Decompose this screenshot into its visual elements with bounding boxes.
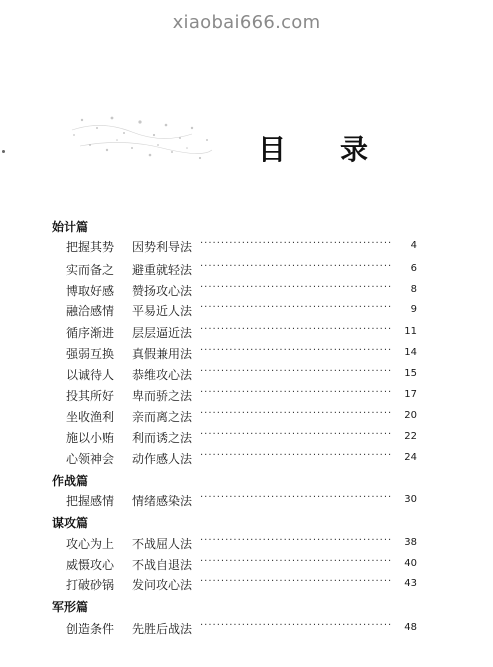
- entry-name: 攻心为上: [66, 537, 115, 551]
- entry-name: 投其所好: [66, 389, 115, 403]
- entry-name: 把握感情: [66, 494, 115, 508]
- entry-method: 不战屈人法: [132, 537, 193, 551]
- section-heading: 谋攻篇: [52, 516, 89, 530]
- toc-entry[interactable]: [0, 576, 493, 592]
- dot-leader: ··············································: [200, 429, 393, 440]
- dot-leader: ··············································: [200, 345, 393, 356]
- toc-entry[interactable]: [0, 450, 493, 466]
- entry-page: 14: [404, 347, 417, 358]
- section-heading: 作战篇: [52, 474, 89, 488]
- entry-page: 22: [404, 431, 417, 442]
- dot-leader: ··············································: [200, 450, 393, 461]
- entry-name: 心领神会: [66, 452, 115, 466]
- dot-leader: ··············································: [200, 535, 393, 546]
- entry-page: 40: [404, 558, 417, 569]
- entry-method: 平易近人法: [132, 304, 193, 318]
- dot-leader: ··············································: [200, 576, 393, 587]
- entry-page: 15: [404, 368, 417, 379]
- dot-leader: ··············································: [200, 408, 393, 419]
- entry-page: 20: [404, 410, 417, 421]
- decorative-ink-smudge: [62, 100, 222, 170]
- dot-leader: ··············································: [200, 620, 393, 631]
- entry-name: 打破砂锅: [66, 578, 115, 592]
- entry-method: 不战自退法: [132, 558, 193, 572]
- section-heading: 军形篇: [52, 600, 89, 614]
- entry-name: 实而备之: [66, 263, 115, 277]
- entry-page: 8: [410, 284, 417, 295]
- toc-entry[interactable]: [0, 429, 493, 445]
- dot-leader: ··············································: [200, 556, 393, 567]
- entry-page: 6: [410, 263, 417, 274]
- entry-page: 30: [404, 494, 417, 505]
- dot-leader: ··············································: [200, 492, 393, 503]
- dot-leader: ··············································: [200, 302, 393, 313]
- entry-method: 情绪感染法: [132, 494, 193, 508]
- entry-method: 真假兼用法: [132, 347, 193, 361]
- title-char-1: 目: [258, 133, 287, 166]
- entry-method: 因势利导法: [132, 240, 193, 254]
- entry-page: 11: [404, 326, 417, 337]
- entry-method: 恭维攻心法: [132, 368, 193, 382]
- watermark-text: xiaobai666.com: [172, 12, 321, 33]
- toc-entry[interactable]: [0, 345, 493, 361]
- entry-name: 施以小贿: [66, 431, 115, 445]
- entry-page: 38: [404, 537, 417, 548]
- toc-entry[interactable]: [0, 408, 493, 424]
- entry-page: 17: [404, 389, 417, 400]
- entry-name: 把握其势: [66, 240, 115, 254]
- dot-leader: ··············································: [200, 238, 393, 249]
- toc-entry[interactable]: [0, 324, 493, 340]
- entry-name: 融洽感情: [66, 304, 115, 318]
- toc-entry[interactable]: [0, 387, 493, 403]
- section-heading: 始计篇: [52, 220, 89, 234]
- entry-page: 48: [404, 622, 417, 633]
- entry-name: 循序渐进: [66, 326, 115, 340]
- entry-page: 9: [410, 304, 417, 315]
- entry-method: 卑而骄之法: [132, 389, 193, 403]
- toc-entry[interactable]: [0, 535, 493, 551]
- entry-name: 博取好感: [66, 284, 115, 298]
- dot-leader: ··············································: [200, 261, 393, 272]
- title-char-2: 录: [340, 133, 369, 166]
- entry-name: 威慑攻心: [66, 558, 115, 572]
- entry-page: 24: [404, 452, 417, 463]
- dot-leader: ··············································: [200, 366, 393, 377]
- entry-method: 赞扬攻心法: [132, 284, 193, 298]
- scan-mark: [2, 150, 5, 153]
- toc-entry[interactable]: [0, 261, 493, 277]
- entry-method: 先胜后战法: [132, 622, 193, 636]
- dot-leader: ··············································: [200, 387, 393, 398]
- toc-entry[interactable]: [0, 492, 493, 508]
- entry-name: 以诚待人: [66, 368, 115, 382]
- dot-leader: ··············································: [200, 324, 393, 335]
- entry-name: 创造条件: [66, 622, 115, 636]
- toc-entry[interactable]: [0, 620, 493, 636]
- toc-entry[interactable]: [0, 556, 493, 572]
- entry-method: 发问攻心法: [132, 578, 193, 592]
- entry-page: 43: [404, 578, 417, 589]
- dot-leader: ··············································: [200, 282, 393, 293]
- entry-method: 避重就轻法: [132, 263, 193, 277]
- entry-method: 亲而离之法: [132, 410, 193, 424]
- entry-name: 坐收渔利: [66, 410, 115, 424]
- entry-method: 动作感人法: [132, 452, 193, 466]
- toc-entry[interactable]: [0, 366, 493, 382]
- toc-entry[interactable]: [0, 302, 493, 318]
- entry-name: 强弱互换: [66, 347, 115, 361]
- entry-page: 4: [410, 240, 417, 251]
- entry-method: 层层逼近法: [132, 326, 193, 340]
- toc-entry[interactable]: [0, 282, 493, 298]
- entry-method: 利而诱之法: [132, 431, 193, 445]
- toc-entry[interactable]: [0, 238, 493, 254]
